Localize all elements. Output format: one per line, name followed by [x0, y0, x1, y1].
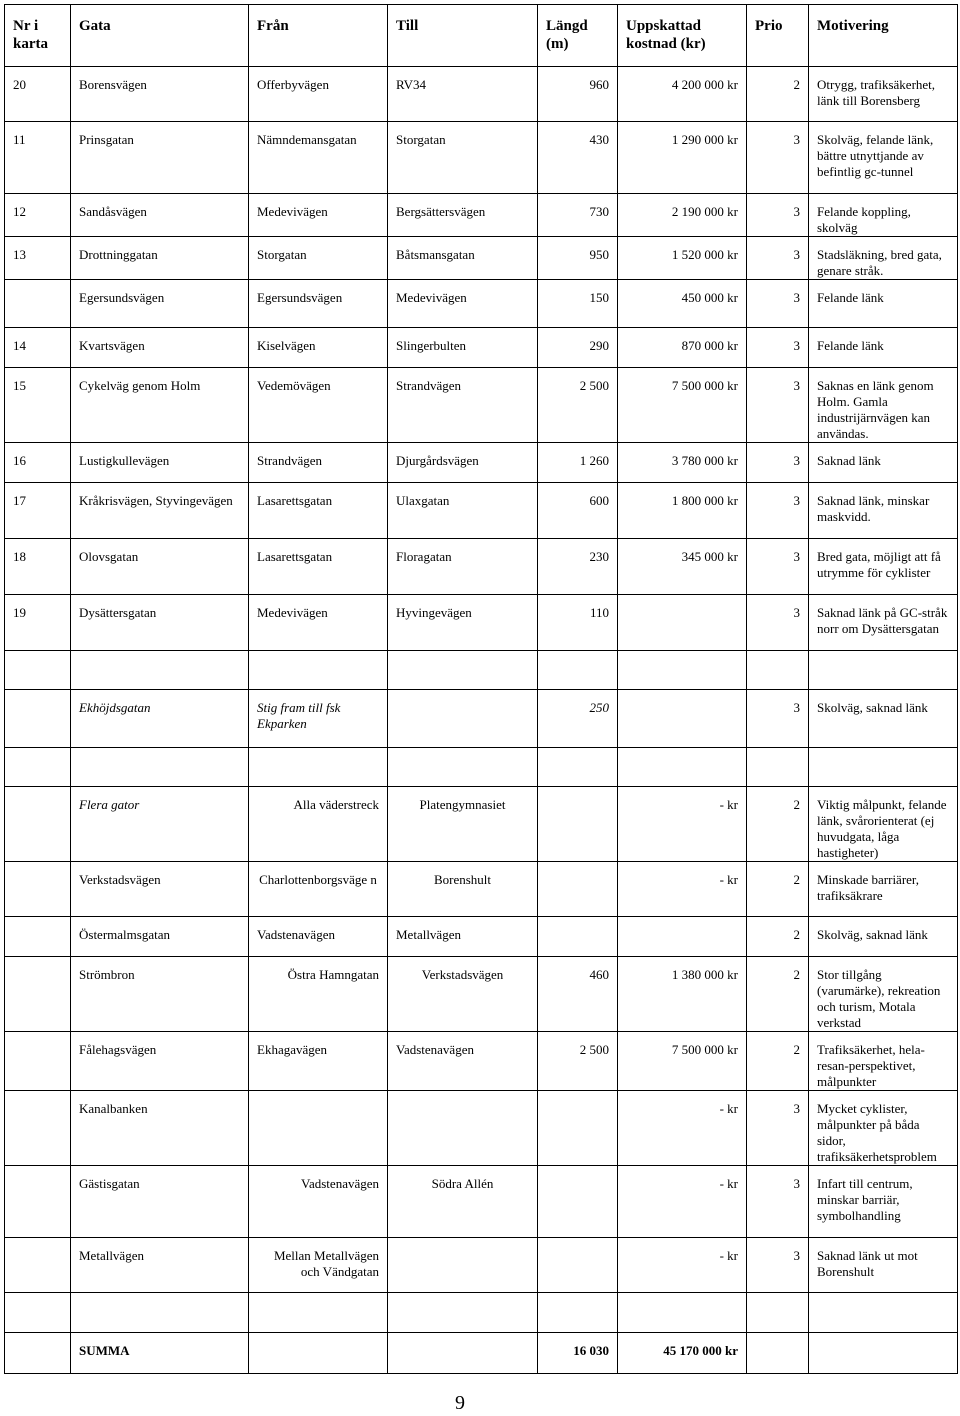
cell-prio: 3	[747, 280, 809, 328]
header-langd: Längd (m)	[538, 5, 618, 67]
table-row	[5, 651, 958, 690]
cell-motivering: Saknad länk, minskar maskvidd.	[809, 483, 958, 539]
cell-prio: 3	[747, 122, 809, 194]
cell-langd: 730	[538, 194, 618, 237]
cell-gata: Cykelväg genom Holm	[71, 368, 249, 443]
cell-motivering: Infart till centrum, minskar barriär, symbolhandling	[809, 1166, 958, 1238]
page-number: 9	[455, 1392, 465, 1414]
cell-motivering: Saknad länk ut mot Borenshult	[809, 1238, 958, 1293]
cell-nr	[5, 1032, 71, 1091]
cell-nr: 18	[5, 539, 71, 595]
cell-till: Båtsmansgatan	[388, 237, 538, 280]
cell-fran: Egersundsvägen	[249, 280, 388, 328]
cell-gata: Dysättersgatan	[71, 595, 249, 651]
table-row	[5, 237, 958, 280]
cell-langd	[538, 1293, 618, 1333]
cell-langd: 460	[538, 957, 618, 1032]
cell-till: Hyvingevägen	[388, 595, 538, 651]
cell-gata: SUMMA	[71, 1333, 249, 1374]
cell-langd: 1 260	[538, 443, 618, 483]
table-row	[5, 595, 958, 651]
cell-nr: 20	[5, 67, 71, 122]
header-prio: Prio	[747, 5, 809, 67]
cell-nr	[5, 1238, 71, 1293]
cell-till	[388, 1238, 538, 1293]
header-gata: Gata	[71, 5, 249, 67]
table-row	[5, 483, 958, 539]
cell-motivering: Skolväg, saknad länk	[809, 917, 958, 957]
cell-prio	[747, 1333, 809, 1374]
cell-langd: 2 500	[538, 1032, 618, 1091]
cell-nr: 12	[5, 194, 71, 237]
cell-gata: Fålehagsvägen	[71, 1032, 249, 1091]
cell-prio: 2	[747, 1032, 809, 1091]
header-nr: Nr i karta	[5, 5, 71, 67]
cell-gata	[71, 748, 249, 787]
cell-till: Verkstadsvägen	[388, 957, 538, 1032]
cell-till	[388, 1091, 538, 1166]
cell-fran: Nämndemansgatan	[249, 122, 388, 194]
cell-langd	[538, 1238, 618, 1293]
cell-motivering	[809, 1293, 958, 1333]
cell-nr: 19	[5, 595, 71, 651]
cell-nr	[5, 1166, 71, 1238]
table-row	[5, 1238, 958, 1293]
cell-gata: Kanalbanken	[71, 1091, 249, 1166]
cell-langd	[538, 862, 618, 917]
cell-fran	[249, 651, 388, 690]
header-row	[5, 5, 958, 67]
table-row	[5, 862, 958, 917]
cell-nr: 14	[5, 328, 71, 368]
cell-gata: Egersundsvägen	[71, 280, 249, 328]
cell-fran: Stig fram till fsk Ekparken	[249, 690, 388, 748]
table-row	[5, 1333, 958, 1374]
cell-kostnad: 3 780 000 kr	[618, 443, 747, 483]
table-row	[5, 748, 958, 787]
cell-motivering: Trafiksäkerhet, hela-resan-perspektivet, målpunkter	[809, 1032, 958, 1091]
cell-prio: 3	[747, 1166, 809, 1238]
cell-kostnad: 7 500 000 kr	[618, 368, 747, 443]
cell-prio	[747, 651, 809, 690]
cell-motivering: Felande länk	[809, 328, 958, 368]
cell-kostnad: - kr	[618, 787, 747, 862]
cell-motivering: Stor tillgång (varumärke), rekreation och turism, Motala verkstad	[809, 957, 958, 1032]
cell-motivering: Skolväg, saknad länk	[809, 690, 958, 748]
table-row	[5, 67, 958, 122]
cell-gata: Lustigkullevägen	[71, 443, 249, 483]
cell-fran	[249, 1091, 388, 1166]
cell-till	[388, 651, 538, 690]
cell-langd	[538, 748, 618, 787]
cell-langd: 150	[538, 280, 618, 328]
cell-motivering	[809, 1333, 958, 1374]
cell-kostnad: 345 000 kr	[618, 539, 747, 595]
table-row	[5, 539, 958, 595]
cell-nr: 11	[5, 122, 71, 194]
cell-langd: 430	[538, 122, 618, 194]
cell-till	[388, 1333, 538, 1374]
header-kostnad: Uppskattad kostnad (kr)	[618, 5, 747, 67]
cell-prio: 2	[747, 787, 809, 862]
cell-prio	[747, 748, 809, 787]
cell-langd: 16 030	[538, 1333, 618, 1374]
cell-gata: Östermalmsgatan	[71, 917, 249, 957]
table-row	[5, 122, 958, 194]
cell-till: Floragatan	[388, 539, 538, 595]
cell-fran	[249, 1333, 388, 1374]
cell-fran: Charlottenborgsväge n	[249, 862, 388, 917]
cell-till: Metallvägen	[388, 917, 538, 957]
cell-motivering: Mycket cyklister, målpunkter på båda sidor, trafiksäkerhetsproblem	[809, 1091, 958, 1166]
cell-gata: Olovsgatan	[71, 539, 249, 595]
header-motivering: Motivering	[809, 5, 958, 67]
cell-fran: Medevivägen	[249, 595, 388, 651]
cell-kostnad: 2 190 000 kr	[618, 194, 747, 237]
cell-nr	[5, 651, 71, 690]
cell-motivering: Minskade barriärer, trafiksäkrare	[809, 862, 958, 917]
cell-motivering: Felande länk	[809, 280, 958, 328]
cell-kostnad	[618, 595, 747, 651]
cell-fran: Storgatan	[249, 237, 388, 280]
cell-till	[388, 748, 538, 787]
cell-prio: 2	[747, 917, 809, 957]
cell-kostnad	[618, 1293, 747, 1333]
cell-till: Södra Allén	[388, 1166, 538, 1238]
cell-fran: Medevivägen	[249, 194, 388, 237]
cell-prio: 3	[747, 194, 809, 237]
table-row	[5, 787, 958, 862]
cell-till: Storgatan	[388, 122, 538, 194]
cell-prio: 3	[747, 539, 809, 595]
cell-nr	[5, 917, 71, 957]
cell-gata: Verkstadsvägen	[71, 862, 249, 917]
cell-gata	[71, 651, 249, 690]
cell-till	[388, 690, 538, 748]
cell-motivering: Otrygg, trafiksäkerhet, länk till Borensberg	[809, 67, 958, 122]
header-fran: Från	[249, 5, 388, 67]
cell-nr	[5, 280, 71, 328]
table-row	[5, 957, 958, 1032]
cell-gata: Kråkrisvägen, Styvingevägen	[71, 483, 249, 539]
cell-fran: Vedemövägen	[249, 368, 388, 443]
cell-till: Vadstenavägen	[388, 1032, 538, 1091]
cell-langd: 250	[538, 690, 618, 748]
cell-prio	[747, 1293, 809, 1333]
cell-gata: Ekhöjdsgatan	[71, 690, 249, 748]
table-row	[5, 917, 958, 957]
cell-nr: 13	[5, 237, 71, 280]
cell-kostnad: 1 380 000 kr	[618, 957, 747, 1032]
cell-fran: Ekhagavägen	[249, 1032, 388, 1091]
cell-langd	[538, 1091, 618, 1166]
cell-fran: Offerbyvägen	[249, 67, 388, 122]
cell-langd	[538, 651, 618, 690]
cell-fran: Vadstenavägen	[249, 917, 388, 957]
cell-gata: Drottninggatan	[71, 237, 249, 280]
cell-gata: Sandåsvägen	[71, 194, 249, 237]
cell-langd	[538, 1166, 618, 1238]
cell-fran	[249, 748, 388, 787]
table-row	[5, 1166, 958, 1238]
cell-prio: 3	[747, 328, 809, 368]
cell-nr: 16	[5, 443, 71, 483]
table-row	[5, 368, 958, 443]
cell-kostnad: 870 000 kr	[618, 328, 747, 368]
table-row	[5, 280, 958, 328]
cell-kostnad	[618, 917, 747, 957]
cell-kostnad: 45 170 000 kr	[618, 1333, 747, 1374]
cell-motivering	[809, 651, 958, 690]
cell-prio: 3	[747, 237, 809, 280]
header-till: Till	[388, 5, 538, 67]
cell-kostnad	[618, 690, 747, 748]
table-row	[5, 1032, 958, 1091]
cell-fran: Östra Hamngatan	[249, 957, 388, 1032]
cell-till: Strandvägen	[388, 368, 538, 443]
cell-nr	[5, 1091, 71, 1166]
cell-langd: 110	[538, 595, 618, 651]
cell-langd: 290	[538, 328, 618, 368]
cell-langd: 2 500	[538, 368, 618, 443]
cell-kostnad: 4 200 000 kr	[618, 67, 747, 122]
cell-prio: 3	[747, 1091, 809, 1166]
cell-gata: Borensvägen	[71, 67, 249, 122]
cell-prio: 3	[747, 368, 809, 443]
cell-prio: 3	[747, 483, 809, 539]
cell-motivering: Saknad länk på GC-stråk norr om Dysättersgatan	[809, 595, 958, 651]
cell-motivering: Stadsläkning, bred gata, genare stråk.	[809, 237, 958, 280]
cell-langd	[538, 787, 618, 862]
cell-prio: 2	[747, 67, 809, 122]
cell-langd	[538, 917, 618, 957]
cell-till: Djurgårdsvägen	[388, 443, 538, 483]
cell-till: Slingerbulten	[388, 328, 538, 368]
cell-langd: 230	[538, 539, 618, 595]
cell-fran	[249, 1293, 388, 1333]
cell-prio: 3	[747, 1238, 809, 1293]
cell-till: Borenshult	[388, 862, 538, 917]
cell-fran: Strandvägen	[249, 443, 388, 483]
cell-nr: 15	[5, 368, 71, 443]
table-row	[5, 1091, 958, 1166]
cell-fran: Vadstenavägen	[249, 1166, 388, 1238]
road-table-container	[4, 4, 958, 1374]
cell-langd: 600	[538, 483, 618, 539]
cell-kostnad	[618, 748, 747, 787]
cell-kostnad: 1 800 000 kr	[618, 483, 747, 539]
cell-motivering: Saknas en länk genom Holm. Gamla industrijärnvägen kan användas.	[809, 368, 958, 443]
cell-fran: Mellan Metallvägen och Vändgatan	[249, 1238, 388, 1293]
cell-kostnad: 450 000 kr	[618, 280, 747, 328]
cell-langd: 950	[538, 237, 618, 280]
cell-nr: 17	[5, 483, 71, 539]
cell-nr	[5, 690, 71, 748]
table-row	[5, 443, 958, 483]
cell-kostnad: - kr	[618, 862, 747, 917]
table-row	[5, 328, 958, 368]
cell-prio: 3	[747, 690, 809, 748]
cell-till: Ulaxgatan	[388, 483, 538, 539]
cell-gata: Gästisgatan	[71, 1166, 249, 1238]
cell-fran: Alla väderstreck	[249, 787, 388, 862]
cell-motivering: Bred gata, möjligt att få utrymme för cyklister	[809, 539, 958, 595]
cell-till: RV34	[388, 67, 538, 122]
cell-gata: Kvartsvägen	[71, 328, 249, 368]
cell-prio: 2	[747, 957, 809, 1032]
cell-nr	[5, 748, 71, 787]
cell-kostnad: 7 500 000 kr	[618, 1032, 747, 1091]
cell-nr	[5, 1293, 71, 1333]
table-row	[5, 194, 958, 237]
cell-gata	[71, 1293, 249, 1333]
cell-motivering: Felande koppling, skolväg	[809, 194, 958, 237]
cell-till	[388, 1293, 538, 1333]
cell-kostnad: 1 290 000 kr	[618, 122, 747, 194]
cell-prio: 3	[747, 443, 809, 483]
cell-fran: Lasarettsgatan	[249, 483, 388, 539]
road-priority-table	[4, 4, 958, 1374]
cell-gata: Metallvägen	[71, 1238, 249, 1293]
table-row	[5, 690, 958, 748]
cell-gata: Strömbron	[71, 957, 249, 1032]
cell-kostnad: - kr	[618, 1238, 747, 1293]
cell-kostnad: - kr	[618, 1091, 747, 1166]
cell-nr	[5, 1333, 71, 1374]
cell-nr	[5, 787, 71, 862]
cell-kostnad: - kr	[618, 1166, 747, 1238]
cell-fran: Lasarettsgatan	[249, 539, 388, 595]
cell-motivering: Skolväg, felande länk, bättre utnyttjande av befintlig gc-tunnel	[809, 122, 958, 194]
cell-motivering: Saknad länk	[809, 443, 958, 483]
cell-kostnad	[618, 651, 747, 690]
cell-gata: Flera gator	[71, 787, 249, 862]
cell-nr	[5, 862, 71, 917]
cell-langd: 960	[538, 67, 618, 122]
table-row	[5, 1293, 958, 1333]
cell-gata: Prinsgatan	[71, 122, 249, 194]
cell-nr	[5, 957, 71, 1032]
cell-prio: 2	[747, 862, 809, 917]
cell-till: Bergsättersvägen	[388, 194, 538, 237]
cell-till: Platengymnasiet	[388, 787, 538, 862]
cell-prio: 3	[747, 595, 809, 651]
cell-motivering: Viktig målpunkt, felande länk, svårorienterat (ej huvudgata, låga hastigheter)	[809, 787, 958, 862]
cell-motivering	[809, 748, 958, 787]
cell-till: Medevivägen	[388, 280, 538, 328]
cell-fran: Kiselvägen	[249, 328, 388, 368]
cell-kostnad: 1 520 000 kr	[618, 237, 747, 280]
